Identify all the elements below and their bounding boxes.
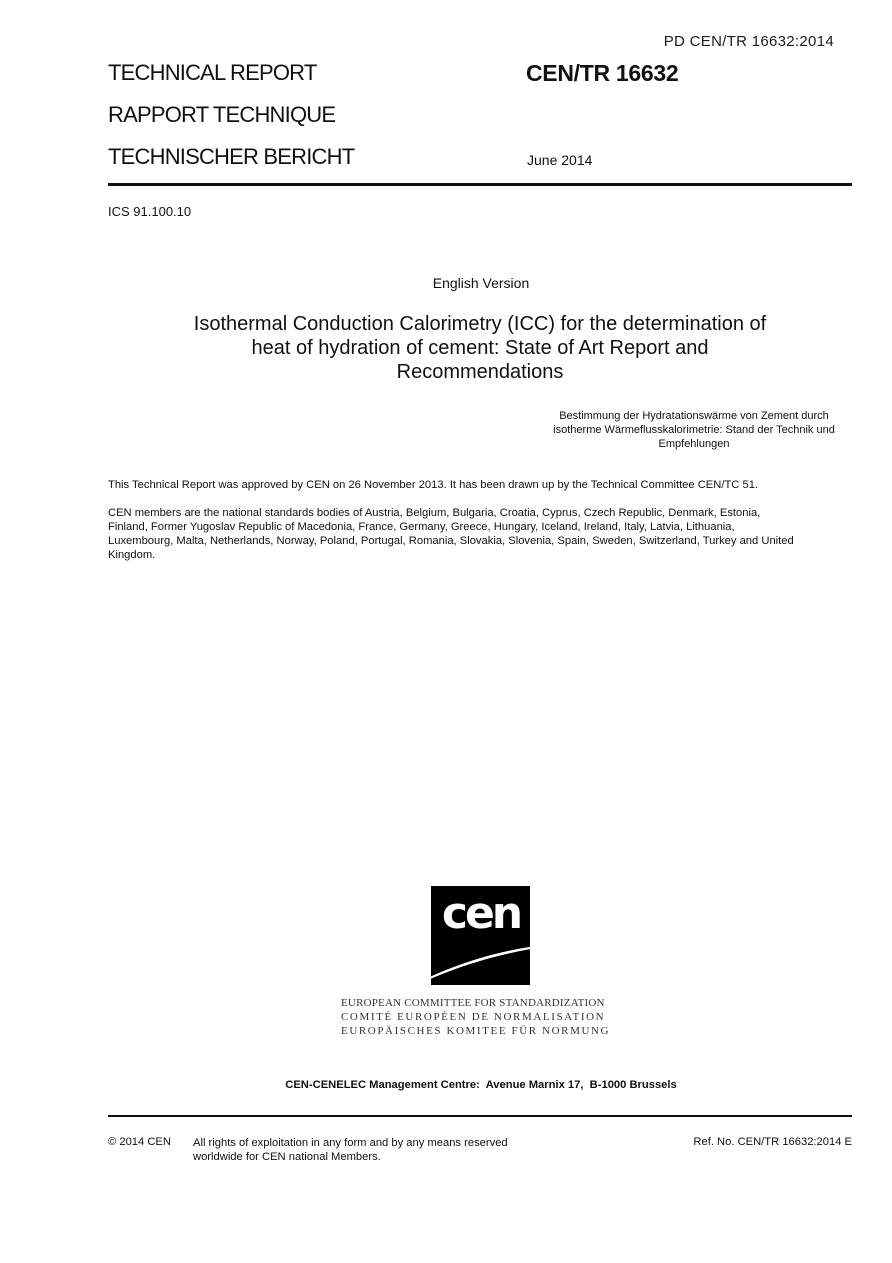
members-line: Finland, Former Yugoslav Republic of Macedonia, France, Germany, Greece, Hungary, Iceland, Ireland, Italy, Latvia, Lithuania, — [108, 521, 735, 533]
version-label: English Version — [432, 275, 530, 291]
doc-type-fr: RAPPORT TECHNIQUE — [108, 102, 336, 127]
rights-line: worldwide for CEN national Members. — [193, 1151, 381, 1163]
members-line: Luxembourg, Malta, Netherlands, Norway, Poland, Portugal, Romania, Slovakia, Slovenia, Spain, Sweden, Switzerland, Turkey and United — [108, 535, 794, 547]
footer-divider — [108, 1115, 852, 1117]
members-line: CEN members are the national standards bodies of Austria, Belgium, Bulgaria, Croatia, Cyprus, Czech Republic, Denmark, Estonia, — [108, 507, 761, 519]
rights-line: All rights of exploitation in any form and by any means reserved — [193, 1137, 508, 1149]
cen-logo-text: cen — [441, 888, 521, 939]
pd-reference: PD CEN/TR 16632:2014 — [663, 33, 834, 50]
publication-date: June 2014 — [527, 152, 593, 168]
committee-names — [341, 996, 610, 1038]
header-divider — [108, 183, 852, 186]
ics-code: ICS 91.100.10 — [108, 204, 192, 219]
document-title — [170, 312, 790, 384]
title-line: Recommendations — [396, 361, 564, 383]
german-title-line: isotherme Wärmeflusskalorimetrie: Stand der Technik und — [553, 424, 835, 436]
german-title — [520, 409, 868, 451]
doc-type-en: TECHNICAL REPORT — [108, 60, 317, 85]
management-centre-address: CEN-CENELEC Management Centre: Avenue Marnix 17, B-1000 Brussels — [285, 1079, 677, 1091]
committee-name-en: EUROPEAN COMMITTEE FOR STANDARDIZATION — [341, 997, 605, 1009]
approval-paragraph: This Technical Report was approved by CEN on 26 November 2013. It has been drawn up by the Technical Committee CEN/TC 51. — [108, 479, 759, 491]
committee-name-fr: COMITÉ EUROPÉEN DE NORMALISATION — [341, 1011, 606, 1023]
copyright: © 2014 CEN — [108, 1136, 171, 1148]
document-number: CEN/TR 16632 — [526, 60, 679, 86]
cen-logo-icon — [431, 886, 530, 985]
members-line: Kingdom. — [108, 549, 156, 561]
german-title-line: Empfehlungen — [658, 438, 730, 450]
rights-statement — [193, 1136, 508, 1164]
title-line: heat of hydration of cement: State of Art Report and — [251, 337, 709, 359]
members-paragraph — [108, 506, 858, 562]
reference-number: Ref. No. CEN/TR 16632:2014 E — [693, 1136, 852, 1148]
german-title-line: Bestimmung der Hydratationswärme von Zement durch — [559, 410, 829, 422]
title-line: Isothermal Conduction Calorimetry (ICC) for the determination of — [193, 313, 767, 335]
committee-name-de: EUROPÄISCHES KOMITEE FÜR NORMUNG — [341, 1025, 611, 1037]
doc-type-de: TECHNISCHER BERICHT — [108, 144, 355, 169]
